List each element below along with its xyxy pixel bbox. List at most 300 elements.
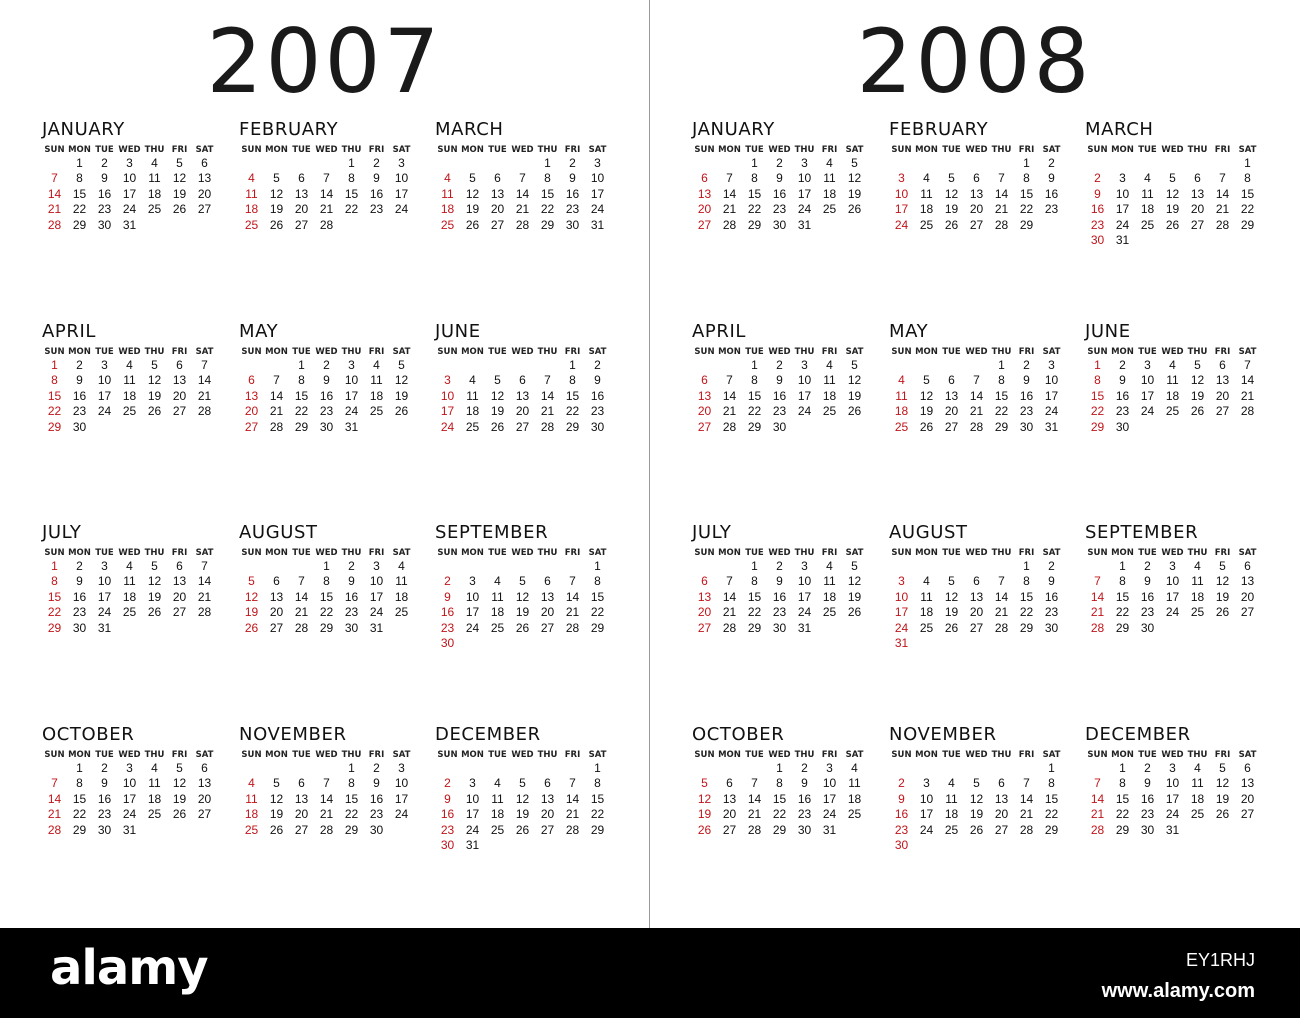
sunday-date: 15 [1090,388,1105,403]
date: 12 [515,791,530,806]
date: 5 [851,156,858,170]
date: 15 [747,589,762,604]
date: 12 [172,171,187,186]
date: 19 [394,388,409,403]
date: 7 [323,171,330,186]
date: 31 [1044,419,1059,434]
date: 16 [565,186,580,201]
sunday-date: 8 [51,373,58,388]
date: 13 [1215,373,1230,388]
weekday-label: MON [718,347,741,357]
date: 12 [847,373,862,388]
date: 22 [72,807,87,822]
empty-cell [535,761,560,776]
sunday-date: 20 [697,202,712,217]
date: 4 [1144,171,1151,186]
empty-cell [314,156,339,171]
date: 2 [76,559,83,573]
date: 22 [1044,807,1059,822]
date: 6 [1244,559,1251,573]
date: 9 [569,171,576,186]
sunday-date: 1 [51,358,58,372]
date: 30 [565,217,580,232]
sunday-date: 6 [701,574,708,589]
empty-cell [939,156,964,171]
date: 30 [772,620,787,635]
sunday-date: 28 [47,822,62,837]
weekday-label: SUN [891,750,912,760]
month-july [692,522,874,636]
month-april [692,321,874,435]
date: 25 [822,202,837,217]
empty-cell [460,358,485,373]
weekday-label: FRI [1214,548,1231,558]
empty-cell [42,156,67,171]
weekday-label: MON [461,548,484,558]
weekday-label: WED [768,548,791,558]
date: 5 [1169,171,1176,186]
date: 19 [490,404,505,419]
date: 4 [151,761,158,775]
date: 14 [197,574,212,589]
date: 22 [565,404,580,419]
date: 13 [994,791,1009,806]
weekday-label: WED [315,750,338,760]
weekday-label: SUN [437,347,458,357]
date: 7 [1023,776,1030,791]
date: 17 [1165,589,1180,604]
date: 3 [101,559,108,573]
empty-cell [939,761,964,776]
weekday-label: WED [965,750,988,760]
date: 5 [973,776,980,791]
empty-cell [289,559,314,574]
date: 19 [172,791,187,806]
date: 1 [751,156,758,170]
weekday-label: WED [118,347,141,357]
date: 28 [269,419,284,434]
month-name: FEBRUARY [239,119,339,140]
date: 30 [1140,822,1155,837]
date: 16 [369,186,384,201]
date: 10 [797,574,812,589]
date: 1 [76,761,83,775]
date: 26 [172,202,187,217]
day-grid [435,346,617,435]
date: 26 [490,419,505,434]
weekday-label: FRI [564,347,581,357]
sunday-date: 28 [1090,620,1105,635]
weekday-label: TUE [745,750,764,760]
date: 15 [1019,186,1034,201]
weekday-label: SUN [437,145,458,155]
date: 6 [201,761,208,775]
weekday-label: TUE [95,750,114,760]
weekday-label: WED [511,750,534,760]
weekday-label: SAT [1042,750,1061,760]
date: 19 [172,186,187,201]
day-grid [239,749,421,838]
weekday-label: SUN [891,145,912,155]
weekday-label: SUN [241,145,262,155]
date: 22 [590,605,605,620]
date: 25 [847,807,862,822]
date: 24 [394,202,409,217]
date: 9 [1119,373,1126,388]
date: 11 [1191,574,1204,589]
date: 17 [590,186,605,201]
date: 8 [1119,776,1126,791]
date: 6 [973,574,980,589]
weekday-label: SAT [1238,145,1257,155]
date: 18 [1165,388,1180,403]
date: 25 [822,404,837,419]
weekday-label: SAT [392,548,411,558]
sunday-date: 15 [47,589,62,604]
empty-cell [314,761,339,776]
weekday-label: THU [991,548,1012,558]
date: 12 [147,574,162,589]
weekday-label: FRI [171,145,188,155]
date: 31 [797,217,812,232]
sunday-date: 14 [47,791,62,806]
date: 2 [373,156,380,170]
date: 19 [269,202,284,217]
sunday-date: 30 [894,838,909,853]
month-february [239,119,421,233]
date: 1 [1119,559,1126,573]
date: 18 [822,589,837,604]
empty-cell [485,156,510,171]
sunday-date: 21 [47,807,62,822]
date: 8 [1119,574,1126,589]
date: 21 [994,605,1009,620]
weekday-label: THU [1187,548,1208,558]
date: 23 [590,404,605,419]
date: 19 [147,589,162,604]
weekday-label: SAT [195,548,214,558]
weekday-label: MON [718,548,741,558]
weekday-label: THU [1187,750,1208,760]
date: 30 [797,822,812,837]
weekday-label: SAT [845,347,864,357]
sunday-date: 25 [894,419,909,434]
date: 12 [847,574,862,589]
date: 14 [747,791,762,806]
date: 15 [747,388,762,403]
date: 2 [348,559,355,573]
date: 29 [1019,217,1034,232]
date: 1 [544,156,551,170]
date: 2 [1048,559,1055,573]
weekday-label: MON [915,548,938,558]
sunday-date: 4 [444,171,451,186]
date: 25 [122,404,137,419]
date: 29 [1115,620,1130,635]
sunday-date: 30 [1090,233,1105,248]
weekday-label: SAT [845,750,864,760]
date: 8 [751,574,758,589]
date: 24 [590,202,605,217]
weekday-label: SUN [694,548,715,558]
weekday-label: SUN [241,347,262,357]
date: 8 [751,373,758,388]
date: 2 [101,761,108,775]
sunday-date: 17 [894,605,909,620]
date: 20 [722,807,737,822]
empty-cell [964,156,989,171]
date: 16 [797,791,812,806]
empty-cell [1085,156,1110,171]
weekday-label: TUE [942,750,961,760]
date: 19 [847,388,862,403]
empty-cell [42,761,67,776]
date: 28 [722,419,737,434]
date: 8 [594,776,601,791]
date: 6 [544,776,551,791]
date: 15 [344,791,359,806]
date: 20 [969,605,984,620]
weekday-label: SUN [694,750,715,760]
date: 21 [747,807,762,822]
weekday-label: WED [1161,347,1184,357]
weekday-label: SAT [1042,145,1061,155]
date: 15 [540,186,555,201]
year-title: 2008 [856,10,1093,113]
date: 3 [801,358,808,372]
date: 21 [197,589,212,604]
date: 27 [197,202,212,217]
date: 16 [97,791,112,806]
date: 19 [1215,791,1230,806]
weekday-label: SAT [195,750,214,760]
date: 22 [747,202,762,217]
date: 4 [948,776,955,791]
date: 17 [394,791,409,806]
sunday-date: 4 [248,776,255,791]
date: 16 [1115,388,1130,403]
weekday-label: SUN [1087,347,1108,357]
date: 18 [122,388,137,403]
date: 2 [801,761,808,775]
date: 7 [726,574,733,589]
weekday-label: TUE [95,548,114,558]
date: 14 [197,373,212,388]
date: 22 [344,807,359,822]
weekday-label: MON [1111,347,1134,357]
date: 30 [1019,419,1034,434]
weekday-label: TUE [1138,347,1157,357]
weekday-label: MON [265,145,288,155]
date: 20 [172,589,187,604]
empty-cell [435,559,460,574]
date: 13 [1240,776,1255,791]
date: 9 [1023,373,1030,388]
date: 4 [923,574,930,589]
day-grid [1085,749,1267,838]
sunday-date: 2 [898,776,905,791]
empty-cell [989,559,1014,574]
year-divider [649,0,650,928]
weekday-label: MON [1111,750,1134,760]
date: 30 [72,620,87,635]
date: 21 [1215,202,1230,217]
date: 15 [72,791,87,806]
empty-cell [692,761,717,776]
sunday-date: 3 [898,171,905,186]
day-grid [692,346,874,435]
date: 8 [1244,171,1251,186]
weekday-label: SUN [44,750,65,760]
date: 13 [490,186,505,201]
weekday-label: SUN [694,347,715,357]
date: 3 [923,776,930,791]
date: 27 [722,822,737,837]
sunday-date: 6 [701,171,708,186]
date: 13 [515,388,530,403]
date: 13 [269,589,284,604]
sunday-date: 24 [894,217,909,232]
date: 13 [540,791,555,806]
date: 20 [1240,791,1255,806]
date: 22 [994,404,1009,419]
weekday-label: THU [341,347,362,357]
date: 16 [1140,791,1155,806]
date: 10 [97,574,112,589]
sunday-date: 29 [47,419,62,434]
date: 22 [344,202,359,217]
weekday-label: FRI [821,347,838,357]
date: 21 [1019,807,1034,822]
date: 2 [569,156,576,170]
date: 27 [172,605,187,620]
date: 4 [494,776,501,791]
date: 10 [97,373,112,388]
weekday-label: FRI [564,750,581,760]
date: 16 [72,388,87,403]
weekday-label: THU [144,347,165,357]
weekday-label: WED [768,750,791,760]
date: 11 [370,373,383,388]
date: 4 [923,171,930,186]
weekday-label: SUN [1087,145,1108,155]
date: 15 [994,388,1009,403]
date: 15 [590,589,605,604]
weekday-label: MON [1111,145,1134,155]
date: 24 [1044,404,1059,419]
date: 27 [172,404,187,419]
date: 13 [969,589,984,604]
date: 9 [1144,776,1151,791]
day-grid [239,346,421,435]
date: 23 [1044,202,1059,217]
date: 24 [344,404,359,419]
empty-cell [717,156,742,171]
date: 12 [172,776,187,791]
sunday-date: 27 [697,620,712,635]
date: 1 [1048,761,1055,775]
date: 13 [969,186,984,201]
date: 28 [994,217,1009,232]
weekday-label: SUN [1087,548,1108,558]
day-grid [435,547,617,651]
date: 21 [294,605,309,620]
weekday-label: SAT [845,548,864,558]
date: 6 [1219,358,1226,372]
empty-cell [510,559,535,574]
date: 19 [1190,388,1205,403]
date: 16 [590,388,605,403]
date: 12 [147,373,162,388]
month-name: FEBRUARY [889,119,989,140]
month-may [239,321,421,435]
month-august [889,522,1071,651]
date: 14 [515,186,530,201]
empty-cell [535,559,560,574]
date: 10 [1140,373,1155,388]
weekday-label: WED [768,145,791,155]
weekday-label: SUN [891,548,912,558]
date: 28 [197,605,212,620]
date: 24 [822,807,837,822]
date: 14 [1019,791,1034,806]
date: 31 [465,838,480,853]
weekday-label: MON [461,347,484,357]
month-october [42,724,224,838]
date: 12 [490,388,505,403]
weekday-label: TUE [942,145,961,155]
date: 13 [1240,574,1255,589]
date: 11 [823,171,836,186]
date: 5 [1194,358,1201,372]
sunday-date: 2 [444,776,451,791]
sunday-date: 17 [440,404,455,419]
date: 29 [747,217,762,232]
weekday-label: FRI [1214,750,1231,760]
date: 25 [490,822,505,837]
date: 27 [1215,404,1230,419]
month-october [692,724,874,838]
date: 20 [1190,202,1205,217]
weekday-label: TUE [488,548,507,558]
date: 29 [747,419,762,434]
date: 17 [1044,388,1059,403]
date: 7 [201,358,208,372]
date: 10 [394,776,409,791]
date: 27 [490,217,505,232]
date: 5 [273,776,280,791]
date: 4 [826,156,833,170]
date: 6 [273,574,280,589]
date: 19 [847,186,862,201]
date: 10 [344,373,359,388]
date: 23 [1140,807,1155,822]
date: 9 [373,171,380,186]
weekday-label: WED [118,145,141,155]
sunday-date: 30 [440,636,455,651]
date: 10 [919,791,934,806]
date: 16 [1044,589,1059,604]
weekday-label: FRI [821,750,838,760]
date: 22 [1240,202,1255,217]
date: 2 [776,559,783,573]
date: 23 [97,202,112,217]
weekday-label: WED [118,750,141,760]
date: 14 [319,791,334,806]
date: 28 [1019,822,1034,837]
date: 12 [465,186,480,201]
date: 20 [294,202,309,217]
